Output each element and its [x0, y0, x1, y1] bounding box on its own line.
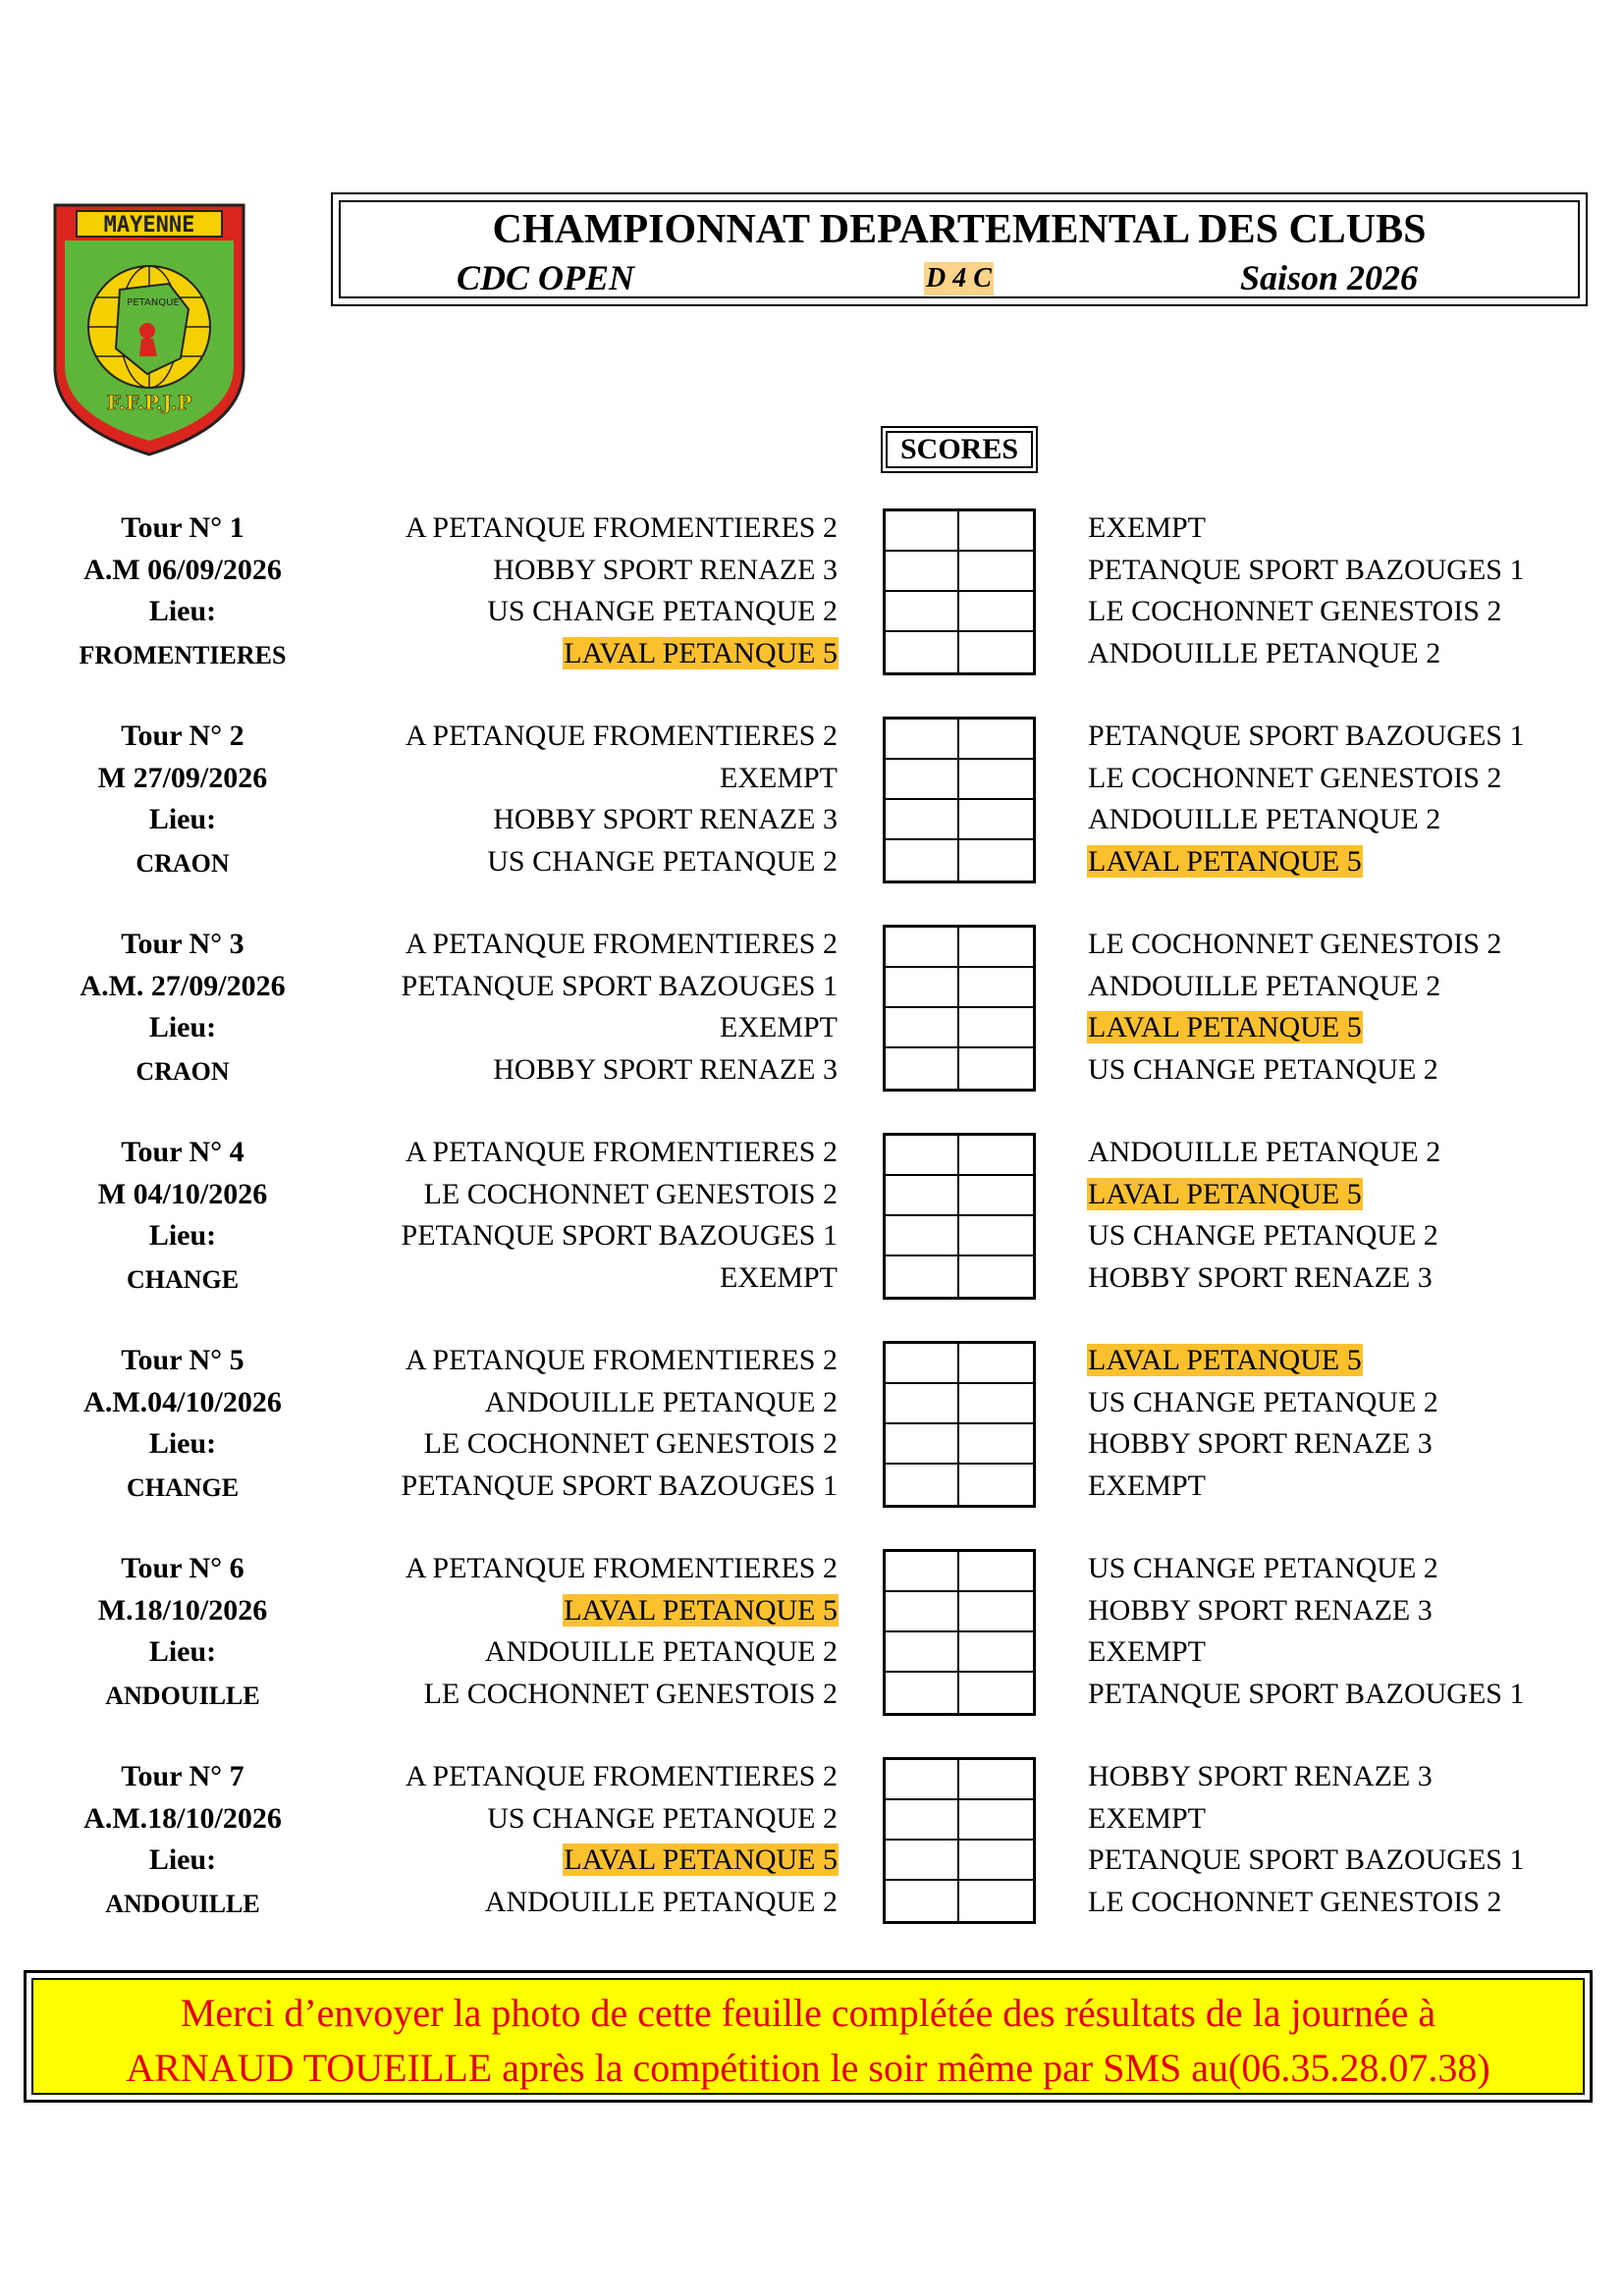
away-score-cell[interactable] — [959, 1800, 1033, 1841]
round-date: A.M.18/10/2026 — [83, 1801, 282, 1835]
score-grid — [883, 1133, 1036, 1300]
round-number: Tour N° 5 — [121, 1344, 244, 1376]
home-team-name: A PETANQUE FROMENTIERES 2 — [405, 720, 838, 752]
home-score-cell[interactable] — [886, 632, 959, 672]
round-block — [0, 1759, 1624, 1924]
scores-label: SCORES — [886, 431, 1033, 468]
round-venue-label: Lieu: — [148, 1427, 217, 1460]
away-team — [1087, 1052, 1439, 1090]
home-team — [405, 1135, 839, 1172]
round-venue: CRAON — [135, 848, 230, 878]
season-label: Saison 2026 — [1240, 258, 1419, 297]
home-team — [405, 1759, 839, 1796]
away-team-name: LAVAL PETANQUE 5 — [1088, 1011, 1362, 1043]
away-team — [1087, 1385, 1439, 1422]
home-team — [401, 969, 839, 1006]
logo-bottom-text: F.F.P.J.P — [106, 391, 192, 414]
away-score-cell[interactable] — [959, 1552, 1033, 1592]
home-team-name: LE COCHONNET GENESTOIS 2 — [423, 1177, 838, 1210]
away-team-name: HOBBY SPORT RENAZE 3 — [1088, 1760, 1433, 1792]
home-team — [405, 927, 839, 964]
logo-top-text: MAYENNE — [103, 213, 195, 238]
home-team-name: LAVAL PETANQUE 5 — [564, 636, 838, 669]
round-number: Tour N° 3 — [121, 928, 244, 960]
away-score-cell[interactable] — [959, 1216, 1033, 1256]
away-team-name: EXEMPT — [1088, 511, 1206, 544]
notice-line-1: Merci d’envoyer la photo de cette feuille complétée des résultats de la journée à — [180, 1991, 1436, 2035]
notice-line-2: ARNAUD TOUEILLE après la compétition le soir même par SMS au(06.35.28.07.38) — [126, 2046, 1490, 2090]
home-score-cell[interactable] — [886, 1136, 959, 1176]
home-team — [492, 553, 839, 590]
score-grid — [883, 1549, 1036, 1716]
round-venue: FROMENTIERES — [79, 640, 287, 669]
home-team — [719, 1260, 839, 1298]
round-venue-label: Lieu: — [148, 595, 217, 627]
away-team — [1087, 1801, 1207, 1839]
home-score-cell[interactable] — [886, 1632, 959, 1673]
away-team — [1087, 1468, 1207, 1506]
home-team — [401, 1468, 839, 1506]
home-team — [492, 1052, 839, 1090]
away-team — [1087, 553, 1525, 590]
away-team — [1087, 927, 1502, 964]
round-number: Tour N° 7 — [121, 1760, 244, 1792]
away-team-name: PETANQUE SPORT BAZOUGES 1 — [1088, 1677, 1525, 1710]
away-team-name: US CHANGE PETANQUE 2 — [1088, 1552, 1438, 1584]
round-venue: ANDOUILLE — [105, 1681, 260, 1710]
home-score-cell[interactable] — [886, 1344, 959, 1384]
score-grid — [883, 925, 1036, 1092]
home-score-cell[interactable] — [886, 1800, 959, 1841]
home-team — [405, 719, 839, 756]
home-team — [423, 1677, 839, 1714]
round-number: Tour N° 6 — [121, 1552, 244, 1584]
home-score-cell[interactable] — [886, 1465, 959, 1505]
home-team-name: HOBBY SPORT RENAZE 3 — [493, 1052, 838, 1086]
home-score-cell[interactable] — [886, 840, 959, 881]
away-score-cell[interactable] — [959, 1048, 1033, 1089]
away-team — [1087, 1593, 1434, 1630]
away-team — [1087, 1260, 1434, 1298]
away-team — [1087, 844, 1363, 881]
home-score-cell[interactable] — [886, 928, 959, 968]
home-team-name: A PETANQUE FROMENTIERES 2 — [405, 1136, 838, 1168]
home-team — [563, 1593, 839, 1630]
home-score-cell[interactable] — [886, 1008, 959, 1048]
away-team — [1087, 1551, 1439, 1588]
away-team — [1087, 1759, 1434, 1796]
home-score-cell[interactable] — [886, 1760, 959, 1800]
round-block — [0, 1135, 1624, 1300]
away-team-name: ANDOUILLE PETANQUE 2 — [1088, 803, 1441, 835]
home-team — [484, 1885, 839, 1922]
away-team — [1087, 719, 1525, 756]
away-team-name: US CHANGE PETANQUE 2 — [1088, 1385, 1438, 1418]
away-team-name: PETANQUE SPORT BAZOUGES 1 — [1088, 720, 1525, 752]
round-venue-label: Lieu: — [148, 803, 217, 835]
away-score-cell[interactable] — [959, 1344, 1033, 1384]
away-team-name: LAVAL PETANQUE 5 — [1088, 1344, 1362, 1376]
away-team-name: HOBBY SPORT RENAZE 3 — [1088, 1593, 1433, 1627]
away-team — [1087, 1135, 1441, 1172]
away-team — [1087, 802, 1441, 839]
away-score-cell[interactable] — [959, 1881, 1033, 1921]
home-team-name: PETANQUE SPORT BAZOUGES 1 — [401, 969, 838, 1002]
away-team-name: HOBBY SPORT RENAZE 3 — [1088, 1427, 1433, 1460]
home-team — [484, 1385, 839, 1422]
round-number: Tour N° 1 — [121, 511, 244, 544]
away-team-name: LE COCHONNET GENESTOIS 2 — [1088, 761, 1502, 794]
home-team-name: PETANQUE SPORT BAZOUGES 1 — [401, 1219, 838, 1252]
page-title: CHAMPIONNAT DEPARTEMENTAL DES CLUBS — [492, 207, 1427, 252]
logo-center-text: PETANQUE — [127, 297, 180, 308]
home-team-name: A PETANQUE FROMENTIERES 2 — [405, 1344, 838, 1376]
away-score-cell[interactable] — [959, 1136, 1033, 1176]
division-badge: D 4 C — [926, 263, 992, 294]
home-team — [563, 636, 839, 673]
round-venue: CHANGE — [126, 1472, 240, 1502]
score-grid — [883, 1341, 1036, 1508]
away-team — [1087, 1842, 1525, 1880]
round-date: A.M. 27/09/2026 — [80, 969, 286, 1002]
home-team-name: LAVAL PETANQUE 5 — [564, 1593, 838, 1627]
away-team-name: ANDOUILLE PETANQUE 2 — [1088, 969, 1441, 1002]
away-score-cell[interactable] — [959, 840, 1033, 881]
home-score-cell[interactable] — [886, 1216, 959, 1256]
away-team — [1087, 1177, 1363, 1214]
home-team-name: ANDOUILLE PETANQUE 2 — [484, 1885, 838, 1918]
away-team-name: ANDOUILLE PETANQUE 2 — [1088, 636, 1441, 669]
home-team-name: US CHANGE PETANQUE 2 — [487, 1801, 838, 1835]
competition-name: CDC OPEN — [457, 258, 635, 297]
away-score-cell[interactable] — [959, 1592, 1033, 1632]
round-block — [0, 719, 1624, 883]
round-venue-label: Lieu: — [148, 1843, 217, 1876]
home-team — [486, 1801, 839, 1839]
away-team — [1087, 510, 1207, 548]
away-score-cell[interactable] — [959, 592, 1033, 632]
round-date: M 04/10/2026 — [97, 1177, 268, 1210]
home-score-cell[interactable] — [886, 1048, 959, 1089]
home-team — [492, 802, 839, 839]
away-score-cell[interactable] — [959, 632, 1033, 672]
away-team — [1087, 1218, 1439, 1255]
away-score-cell[interactable] — [959, 1673, 1033, 1713]
home-score-cell[interactable] — [886, 1881, 959, 1921]
away-team-name: EXEMPT — [1088, 1468, 1206, 1502]
home-team — [484, 1634, 839, 1672]
home-team — [423, 1426, 839, 1464]
home-team-name: HOBBY SPORT RENAZE 3 — [493, 803, 838, 835]
header-box — [331, 192, 1588, 306]
away-team-name: LAVAL PETANQUE 5 — [1088, 844, 1362, 878]
home-team — [405, 510, 839, 548]
away-score-cell[interactable] — [959, 1008, 1033, 1048]
home-team — [563, 1842, 839, 1880]
mayenne-petanque-logo — [51, 201, 247, 458]
away-score-cell[interactable] — [959, 1424, 1033, 1465]
home-team-name: EXEMPT — [720, 1011, 838, 1043]
away-team — [1087, 761, 1502, 798]
away-team-name: PETANQUE SPORT BAZOUGES 1 — [1088, 553, 1525, 586]
round-number: Tour N° 4 — [121, 1136, 244, 1168]
home-team-name: HOBBY SPORT RENAZE 3 — [493, 553, 838, 586]
away-team — [1087, 1343, 1363, 1380]
away-team-name: LE COCHONNET GENESTOIS 2 — [1088, 1885, 1502, 1918]
away-score-cell[interactable] — [959, 552, 1033, 592]
away-score-cell[interactable] — [959, 1256, 1033, 1297]
away-score-cell[interactable] — [959, 800, 1033, 840]
round-venue: CHANGE — [126, 1264, 240, 1294]
home-team — [401, 1218, 839, 1255]
away-team — [1087, 1885, 1502, 1922]
away-team-name: ANDOUILLE PETANQUE 2 — [1088, 1136, 1441, 1168]
away-team — [1087, 1426, 1434, 1464]
home-score-cell[interactable] — [886, 1552, 959, 1592]
round-venue-label: Lieu: — [148, 1219, 217, 1252]
instructions-notice — [24, 1970, 1593, 2103]
home-team-name: LE COCHONNET GENESTOIS 2 — [423, 1427, 838, 1460]
home-team-name: A PETANQUE FROMENTIERES 2 — [405, 1760, 838, 1792]
away-team-name: US CHANGE PETANQUE 2 — [1088, 1219, 1438, 1252]
home-team-name: ANDOUILLE PETANQUE 2 — [484, 1635, 838, 1668]
away-team — [1087, 1677, 1525, 1714]
home-score-cell[interactable] — [886, 800, 959, 840]
home-team — [405, 1343, 839, 1380]
home-team-name: EXEMPT — [720, 1260, 838, 1294]
round-venue: CRAON — [135, 1056, 230, 1086]
away-team-name: HOBBY SPORT RENAZE 3 — [1088, 1260, 1433, 1294]
round-block — [0, 1343, 1624, 1508]
home-score-cell[interactable] — [886, 1384, 959, 1424]
away-team — [1087, 636, 1441, 673]
away-team — [1087, 594, 1502, 631]
home-score-cell[interactable] — [886, 760, 959, 800]
round-block — [0, 510, 1624, 675]
home-team-name: LAVAL PETANQUE 5 — [564, 1843, 838, 1876]
away-team — [1087, 1634, 1207, 1672]
away-team-name: US CHANGE PETANQUE 2 — [1088, 1052, 1438, 1086]
away-team-name: PETANQUE SPORT BAZOUGES 1 — [1088, 1843, 1525, 1876]
home-team-name: EXEMPT — [720, 761, 838, 794]
away-score-cell[interactable] — [959, 720, 1033, 760]
home-team — [486, 844, 839, 881]
home-team-name: LE COCHONNET GENESTOIS 2 — [423, 1677, 838, 1710]
score-grid — [883, 1757, 1036, 1924]
home-score-cell[interactable] — [886, 1176, 959, 1216]
round-date: A.M.04/10/2026 — [83, 1385, 282, 1418]
away-team — [1087, 969, 1441, 1006]
away-score-cell[interactable] — [959, 928, 1033, 968]
home-team — [405, 1551, 839, 1588]
home-score-cell[interactable] — [886, 1841, 959, 1881]
home-score-cell[interactable] — [886, 511, 959, 552]
away-score-cell[interactable] — [959, 511, 1033, 552]
home-team — [486, 594, 839, 631]
round-number: Tour N° 2 — [121, 720, 244, 752]
away-team-name: LAVAL PETANQUE 5 — [1088, 1177, 1362, 1210]
home-team — [719, 761, 839, 798]
round-venue: ANDOUILLE — [105, 1889, 260, 1918]
home-team-name: A PETANQUE FROMENTIERES 2 — [405, 1552, 838, 1584]
away-score-cell[interactable] — [959, 1841, 1033, 1881]
score-grid — [883, 717, 1036, 883]
home-score-cell[interactable] — [886, 968, 959, 1008]
home-team-name: US CHANGE PETANQUE 2 — [487, 844, 838, 878]
away-score-cell[interactable] — [959, 1465, 1033, 1505]
round-block — [0, 927, 1624, 1092]
home-score-cell[interactable] — [886, 1592, 959, 1632]
home-team — [423, 1177, 839, 1214]
home-score-cell[interactable] — [886, 1424, 959, 1465]
away-team-name: LE COCHONNET GENESTOIS 2 — [1088, 928, 1502, 960]
home-score-cell[interactable] — [886, 1673, 959, 1713]
scores-label-box — [881, 426, 1038, 473]
round-venue-label: Lieu: — [148, 1011, 217, 1043]
home-team-name: A PETANQUE FROMENTIERES 2 — [405, 928, 838, 960]
home-score-cell[interactable] — [886, 592, 959, 632]
home-team — [719, 1010, 839, 1047]
home-team-name: A PETANQUE FROMENTIERES 2 — [405, 511, 838, 544]
score-grid — [883, 508, 1036, 675]
round-date: A.M 06/09/2026 — [83, 553, 282, 586]
round-date: M.18/10/2026 — [97, 1593, 268, 1627]
home-score-cell[interactable] — [886, 1256, 959, 1297]
away-team-name: EXEMPT — [1088, 1801, 1206, 1835]
away-score-cell[interactable] — [959, 1384, 1033, 1424]
home-team-name: US CHANGE PETANQUE 2 — [487, 595, 838, 627]
away-team-name: EXEMPT — [1088, 1635, 1206, 1668]
away-team-name: LE COCHONNET GENESTOIS 2 — [1088, 595, 1502, 627]
away-score-cell[interactable] — [959, 1632, 1033, 1673]
away-team — [1087, 1010, 1363, 1047]
home-team-name: ANDOUILLE PETANQUE 2 — [484, 1385, 838, 1418]
away-score-cell[interactable] — [959, 1760, 1033, 1800]
home-team-name: PETANQUE SPORT BAZOUGES 1 — [401, 1468, 838, 1502]
home-score-cell[interactable] — [886, 552, 959, 592]
away-score-cell[interactable] — [959, 968, 1033, 1008]
round-date: M 27/09/2026 — [97, 761, 268, 794]
round-venue-label: Lieu: — [148, 1635, 217, 1668]
home-score-cell[interactable] — [886, 720, 959, 760]
away-score-cell[interactable] — [959, 1176, 1033, 1216]
round-block — [0, 1551, 1624, 1716]
away-score-cell[interactable] — [959, 760, 1033, 800]
